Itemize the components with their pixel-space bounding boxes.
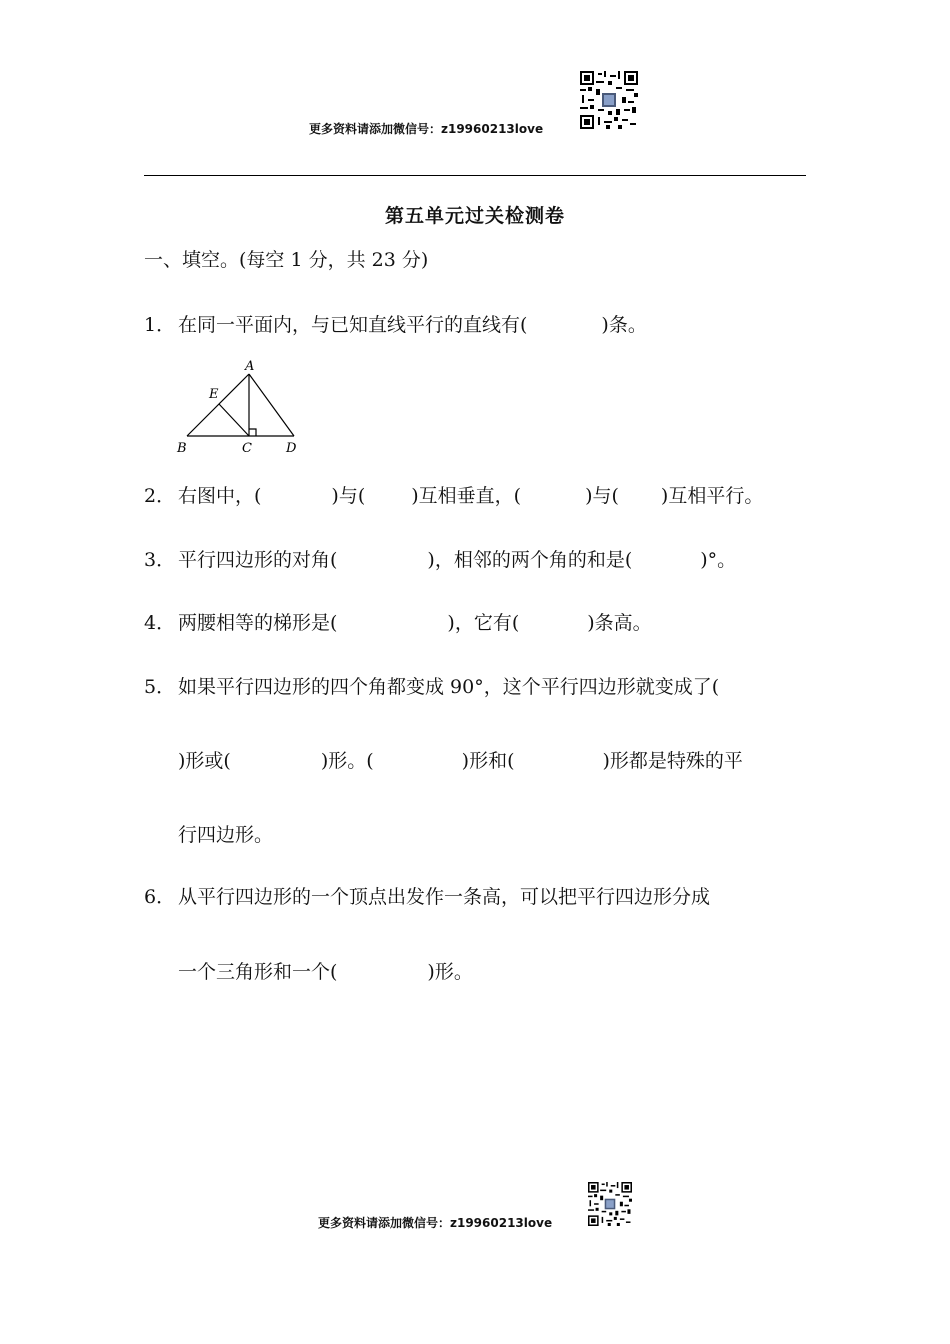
question-number: 4． bbox=[144, 612, 176, 634]
question-text: )形。( bbox=[320, 750, 374, 772]
question-1 bbox=[144, 313, 647, 337]
question-text: )形。 bbox=[427, 961, 473, 983]
header-qr-code bbox=[580, 71, 638, 129]
question-text: )，它有( bbox=[447, 612, 520, 634]
question-text: 平行四边形的对角( bbox=[178, 549, 338, 571]
figure-lines bbox=[187, 374, 294, 436]
question-text: )互相平行。 bbox=[660, 485, 764, 507]
line-ad bbox=[249, 374, 294, 436]
question-text: )与( bbox=[585, 485, 619, 507]
header-rule bbox=[144, 175, 806, 176]
question-text: 两腰相等的梯形是( bbox=[178, 612, 338, 634]
footer-qr-code bbox=[588, 1182, 632, 1226]
label-c: C bbox=[242, 441, 252, 456]
question-text: 行四边形。 bbox=[178, 824, 274, 846]
question-4 bbox=[144, 611, 652, 635]
line-ec bbox=[219, 404, 249, 436]
question-6-line-1 bbox=[144, 885, 710, 909]
label-b: B bbox=[177, 441, 187, 456]
question-text: )，相邻的两个角的和是( bbox=[427, 549, 633, 571]
question-text: 在同一平面内，与已知直线平行的直线有( bbox=[178, 314, 528, 336]
question-3 bbox=[144, 548, 736, 572]
question-text: 一个三角形和一个( bbox=[178, 961, 338, 983]
question-text: 从平行四边形的一个顶点出发作一条高，可以把平行四边形分成 bbox=[178, 886, 711, 908]
question-6-line-2 bbox=[178, 960, 473, 984]
question-text: )°。 bbox=[700, 549, 737, 571]
question-number: 6． bbox=[144, 886, 176, 908]
question-number: 3． bbox=[144, 549, 176, 571]
right-angle-mark bbox=[249, 429, 256, 436]
question-5-line-2 bbox=[178, 749, 743, 773]
question-2 bbox=[144, 484, 763, 508]
question-text: 右图中，( bbox=[178, 485, 262, 507]
question-text: )条高。 bbox=[587, 612, 652, 634]
question-text: )形都是特殊的平 bbox=[602, 750, 743, 772]
section-heading: 一、填空。(每空 1 分，共 23 分) bbox=[144, 249, 429, 271]
label-a: A bbox=[245, 359, 255, 374]
question-number: 1． bbox=[144, 314, 176, 336]
question-text: )与( bbox=[331, 485, 366, 507]
question-number: 2． bbox=[144, 485, 176, 507]
label-e: E bbox=[209, 387, 219, 402]
label-d: D bbox=[286, 441, 297, 456]
page-title: 第五单元过关检测卷 bbox=[384, 205, 565, 227]
triangle-figure bbox=[174, 356, 310, 458]
question-text: )互相垂直，( bbox=[411, 485, 522, 507]
question-5-line-1 bbox=[144, 675, 719, 699]
question-number: 5． bbox=[144, 676, 176, 698]
question-text: 如果平行四边形的四个角都变成 90°，这个平行四边形就变成了( bbox=[178, 676, 720, 698]
question-text: )形和( bbox=[461, 750, 515, 772]
question-5-line-3 bbox=[178, 823, 273, 847]
question-text: )条。 bbox=[601, 314, 647, 336]
question-text: )形或( bbox=[178, 750, 231, 772]
header-wechat-text: 更多资料请添加微信号：z19960213love bbox=[309, 122, 544, 136]
footer-wechat-text: 更多资料请添加微信号：z19960213love bbox=[318, 1216, 553, 1230]
